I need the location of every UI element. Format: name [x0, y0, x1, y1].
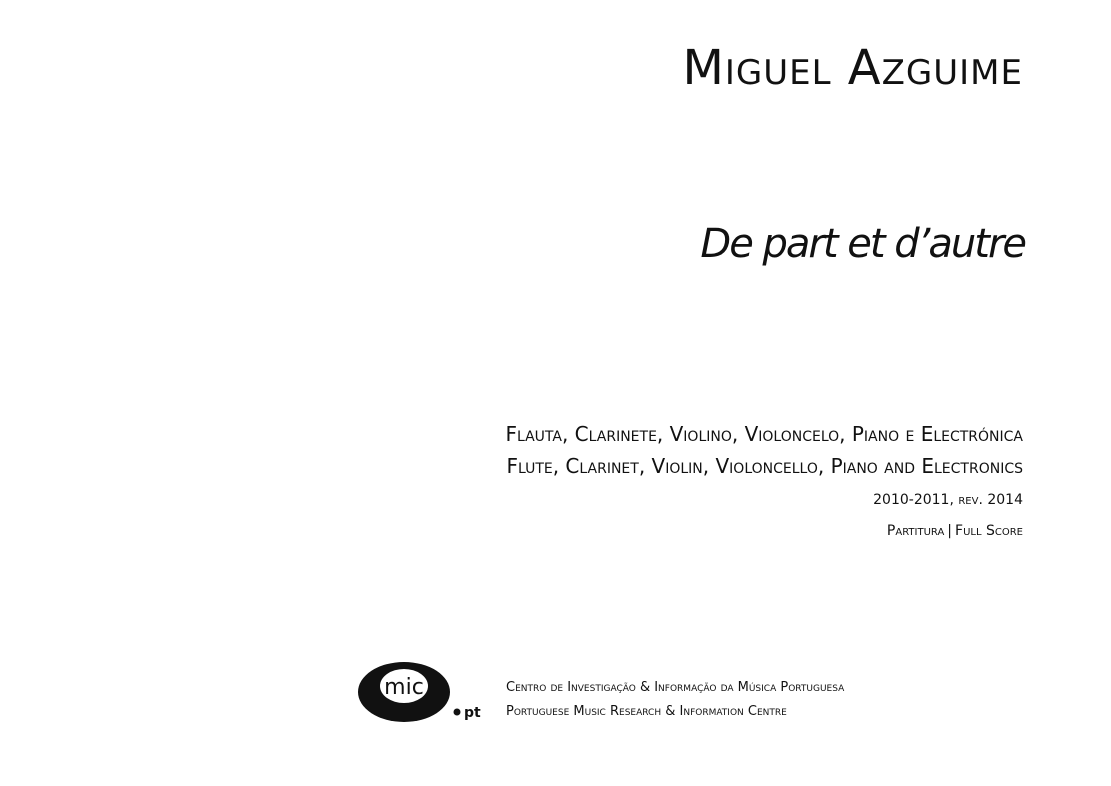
- score-type-pt: Partitura: [886, 523, 945, 539]
- work-title: De part et d’autre: [700, 221, 1025, 267]
- mic-logo-text: mic: [384, 675, 424, 700]
- score-type-separator: |: [947, 523, 953, 539]
- mic-logo-dot: [454, 709, 461, 716]
- score-type-en: Full Score: [955, 523, 1023, 539]
- mic-logo-pt: pt: [464, 705, 481, 721]
- composition-year: 2010-2011, rev. 2014: [873, 492, 1023, 508]
- instrumentation-en: Flute, Clarinet, Violin, Violoncello, Piano and Electronics: [506, 454, 1023, 478]
- instrumentation-pt: Flauta, Clarinete, Violino, Violoncelo, Piano e Electrónica: [505, 422, 1023, 446]
- centre-name-pt: Centro de Investigação & Informação da Música Portuguesa: [506, 680, 845, 695]
- score-type: [887, 523, 1023, 539]
- composer-name: Miguel Azguime: [682, 40, 1023, 96]
- centre-name-en: Portuguese Music Research & Information Centre: [506, 704, 787, 719]
- mic-logo: [354, 658, 486, 726]
